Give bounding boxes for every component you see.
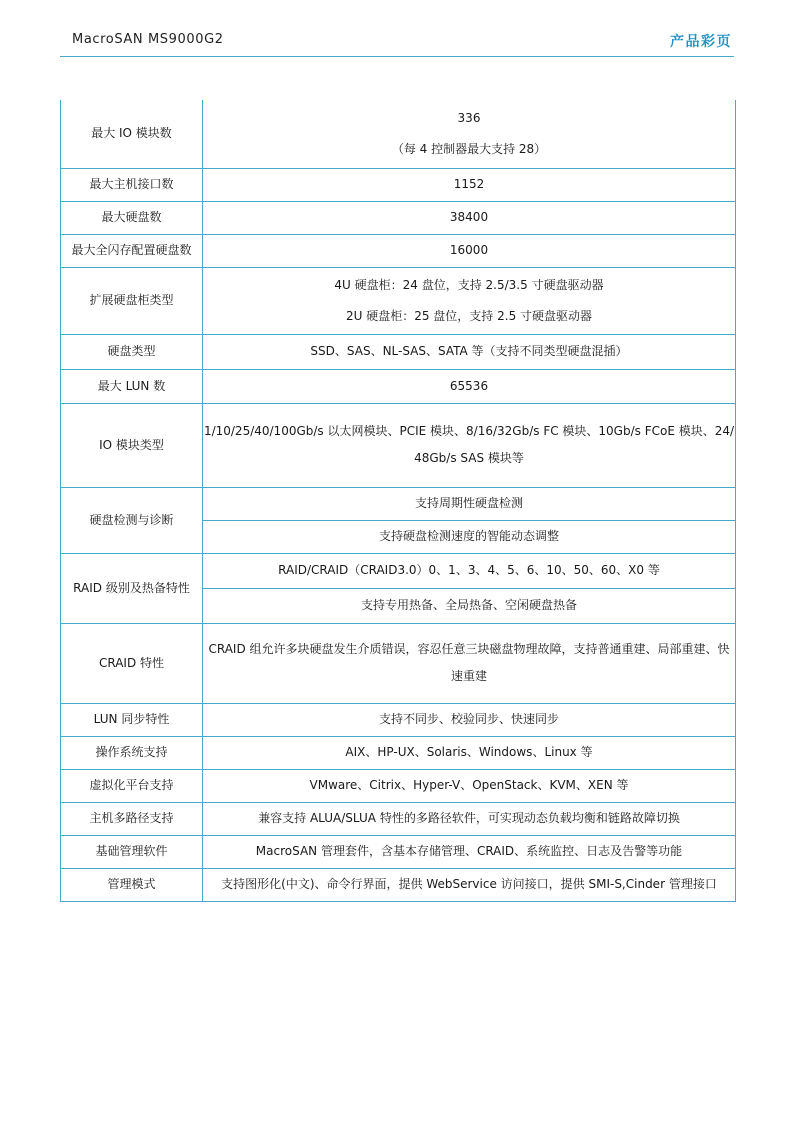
table-row xyxy=(61,168,736,201)
row-value: 16000 xyxy=(203,234,736,267)
section-title: 产品彩页 xyxy=(670,34,732,50)
row-value: AIX、HP-UX、Solaris、Windows、Linux 等 xyxy=(203,736,736,769)
row-value xyxy=(203,100,736,168)
table-row xyxy=(61,623,736,703)
row-value: 支持不同步、校验同步、快速同步 xyxy=(203,703,736,736)
table-row xyxy=(61,769,736,802)
row-label: 操作系统支持 xyxy=(61,736,203,769)
table-row xyxy=(61,334,736,369)
row-label: 虚拟化平台支持 xyxy=(61,769,203,802)
value-line: （每 4 控制器最大支持 28） xyxy=(391,141,547,156)
row-label: 基础管理软件 xyxy=(61,835,203,868)
row-label: LUN 同步特性 xyxy=(61,703,203,736)
row-value: MacroSAN 管理套件，含基本存储管理、CRAID、系统监控、日志及告警等功能 xyxy=(203,835,736,868)
row-label: 最大主机接口数 xyxy=(61,168,203,201)
spec-table xyxy=(60,100,736,902)
page-header xyxy=(60,30,734,57)
row-label: 主机多路径支持 xyxy=(61,802,203,835)
row-value: 38400 xyxy=(203,201,736,234)
row-label: IO 模块类型 xyxy=(61,403,203,487)
table-row xyxy=(61,403,736,487)
table-row xyxy=(61,703,736,736)
table-row xyxy=(61,100,736,168)
table-row xyxy=(61,267,736,334)
row-label: 最大 LUN 数 xyxy=(61,369,203,403)
row-value: 兼容支持 ALUA/SLUA 特性的多路径软件，可实现动态负载均衡和链路故障切换 xyxy=(203,802,736,835)
table-row xyxy=(61,487,736,520)
row-label: 扩展硬盘柜类型 xyxy=(61,267,203,334)
row-label: 硬盘检测与诊断 xyxy=(61,487,203,553)
table-row xyxy=(61,234,736,267)
row-label: 最大 IO 模块数 xyxy=(61,100,203,168)
row-label: CRAID 特性 xyxy=(61,623,203,703)
row-value: 支持硬盘检测速度的智能动态调整 xyxy=(203,520,736,553)
row-label: 最大硬盘数 xyxy=(61,201,203,234)
value-line: 2U 硬盘柜：25 盘位，支持 2.5 寸硬盘驱动器 xyxy=(345,308,593,323)
row-label: RAID 级别及热备特性 xyxy=(61,553,203,623)
table-row xyxy=(61,369,736,403)
row-value: 支持图形化(中文)、命令行界面，提供 WebService 访问接口，提供 SMI-S,Cinder 管理接口 xyxy=(203,868,736,901)
table-row xyxy=(61,835,736,868)
row-value xyxy=(203,267,736,334)
table-row xyxy=(61,553,736,588)
row-value: CRAID 组允许多块硬盘发生介质错误，容忍任意三块磁盘物理故障，支持普通重建、局部重建、快速重建 xyxy=(203,623,736,703)
table-row xyxy=(61,201,736,234)
row-label: 管理模式 xyxy=(61,868,203,901)
row-value: SSD、SAS、NL-SAS、SATA 等（支持不同类型硬盘混插） xyxy=(203,334,736,369)
row-value: RAID/CRAID（CRAID3.0）0、1、3、4、5、6、10、50、60、X0 等 xyxy=(203,553,736,588)
row-value: VMware、Citrix、Hyper-V、OpenStack、KVM、XEN 等 xyxy=(203,769,736,802)
table-row xyxy=(61,736,736,769)
row-value: 支持专用热备、全局热备、空闲硬盘热备 xyxy=(203,588,736,623)
row-value: 1152 xyxy=(203,168,736,201)
value-line: 336 xyxy=(457,110,481,125)
row-value: 1/10/25/40/100Gb/s 以太网模块、PCIE 模块、8/16/32Gb/s FC 模块、10Gb/s FCoE 模块、24/48Gb/s SAS 模块等 xyxy=(203,403,736,487)
row-value: 支持周期性硬盘检测 xyxy=(203,487,736,520)
row-label: 硬盘类型 xyxy=(61,334,203,369)
row-value: 65536 xyxy=(203,369,736,403)
row-label: 最大全闪存配置硬盘数 xyxy=(61,234,203,267)
product-name: MacroSAN MS9000G2 xyxy=(72,32,224,47)
value-line: 4U 硬盘柜：24 盘位，支持 2.5/3.5 寸硬盘驱动器 xyxy=(334,277,604,292)
table-row xyxy=(61,802,736,835)
table-row xyxy=(61,868,736,901)
